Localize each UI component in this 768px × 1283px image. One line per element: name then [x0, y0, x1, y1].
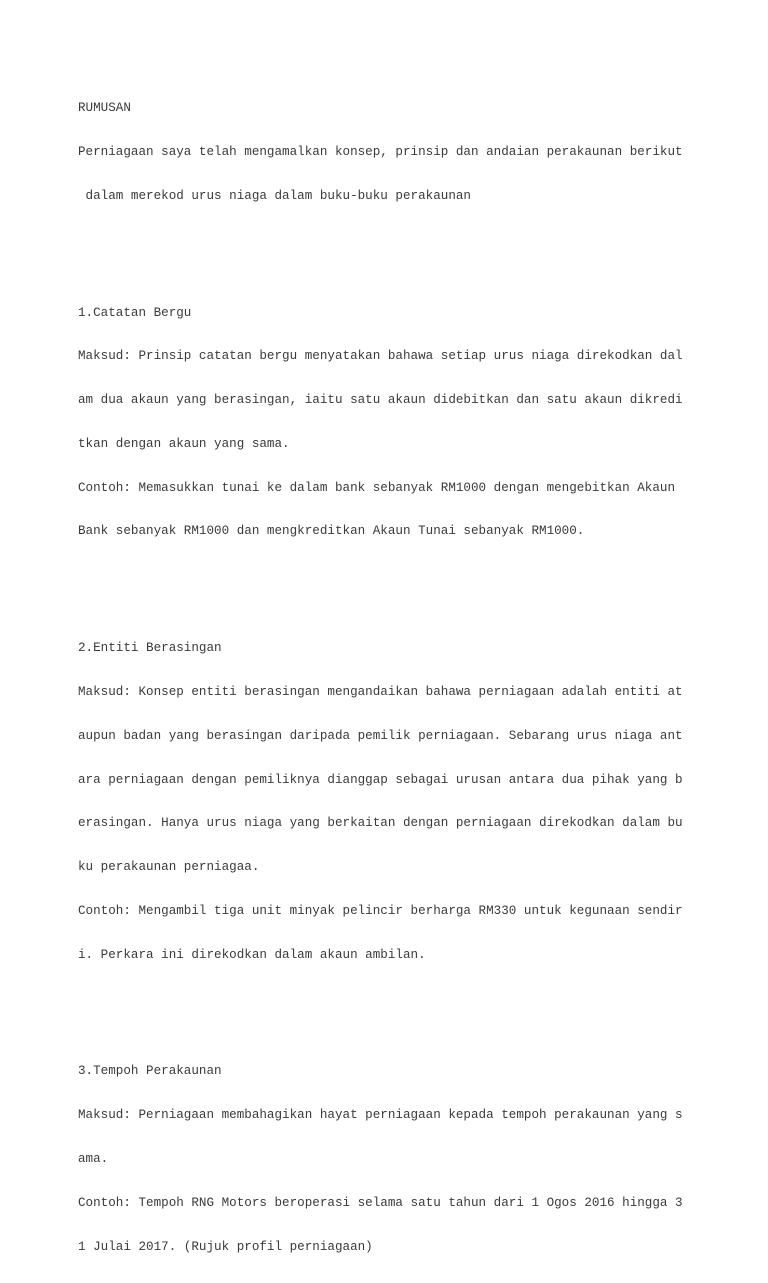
document-body — [78, 72, 718, 1283]
section-line: am dua akaun yang berasingan, iaitu satu akaun didebitkan dan satu akaun dikredi — [78, 393, 683, 408]
section-line: tkan dengan akaun yang sama. — [78, 436, 290, 451]
paragraph-gap — [78, 583, 718, 598]
section-line: ku perakaunan perniagaa. — [78, 860, 260, 875]
section-title-tempoh-perakaunan: 3.Tempoh Perakaunan — [78, 1064, 222, 1079]
section-line: Maksud: Konsep entiti berasingan mengandaikan bahawa perniagaan adalah entiti at — [78, 684, 683, 699]
paragraph-gap — [78, 1006, 718, 1021]
section-line: Maksud: Prinsip catatan bergu menyatakan bahawa setiap urus niaga direkodkan dal — [78, 349, 683, 364]
section-title-entiti-berasingan: 2.Entiti Berasingan — [78, 641, 222, 656]
section-line: i. Perkara ini direkodkan dalam akaun ambilan. — [78, 947, 426, 962]
section-line: ama. — [78, 1151, 109, 1166]
section-line: erasingan. Hanya urus niaga yang berkaitan dengan perniagaan direkodkan dalam bu — [78, 816, 683, 831]
document-heading: RUMUSAN — [78, 101, 131, 116]
section-line: aupun badan yang berasingan daripada pemilik perniagaan. Sebarang urus niaga ant — [78, 728, 683, 743]
intro-line: Perniagaan saya telah mengamalkan konsep, prinsip dan andaian perakaunan berikut — [78, 144, 683, 159]
section-line: 1 Julai 2017. (Rujuk profil perniagaan) — [78, 1239, 373, 1254]
section-line: Maksud: Perniagaan membahagikan hayat perniagaan kepada tempoh perakaunan yang s — [78, 1108, 683, 1123]
section-line: Bank sebanyak RM1000 dan mengkreditkan Akaun Tunai sebanyak RM1000. — [78, 524, 585, 539]
intro-line: dalam merekod urus niaga dalam buku-buku perakaunan — [78, 188, 471, 203]
section-title-catatan-bergu: 1.Catatan Bergu — [78, 305, 192, 320]
section-line: ara perniagaan dengan pemiliknya dianggap sebagai urusan antara dua pihak yang b — [78, 772, 683, 787]
section-line: Contoh: Memasukkan tunai ke dalam bank sebanyak RM1000 dengan mengebitkan Akaun — [78, 480, 676, 495]
section-line: Contoh: Mengambil tiga unit minyak pelincir berharga RM330 untuk kegunaan sendir — [78, 903, 683, 918]
section-line: Contoh: Tempoh RNG Motors beroperasi selama satu tahun dari 1 Ogos 2016 hingga 3 — [78, 1195, 683, 1210]
paragraph-gap — [78, 247, 718, 262]
